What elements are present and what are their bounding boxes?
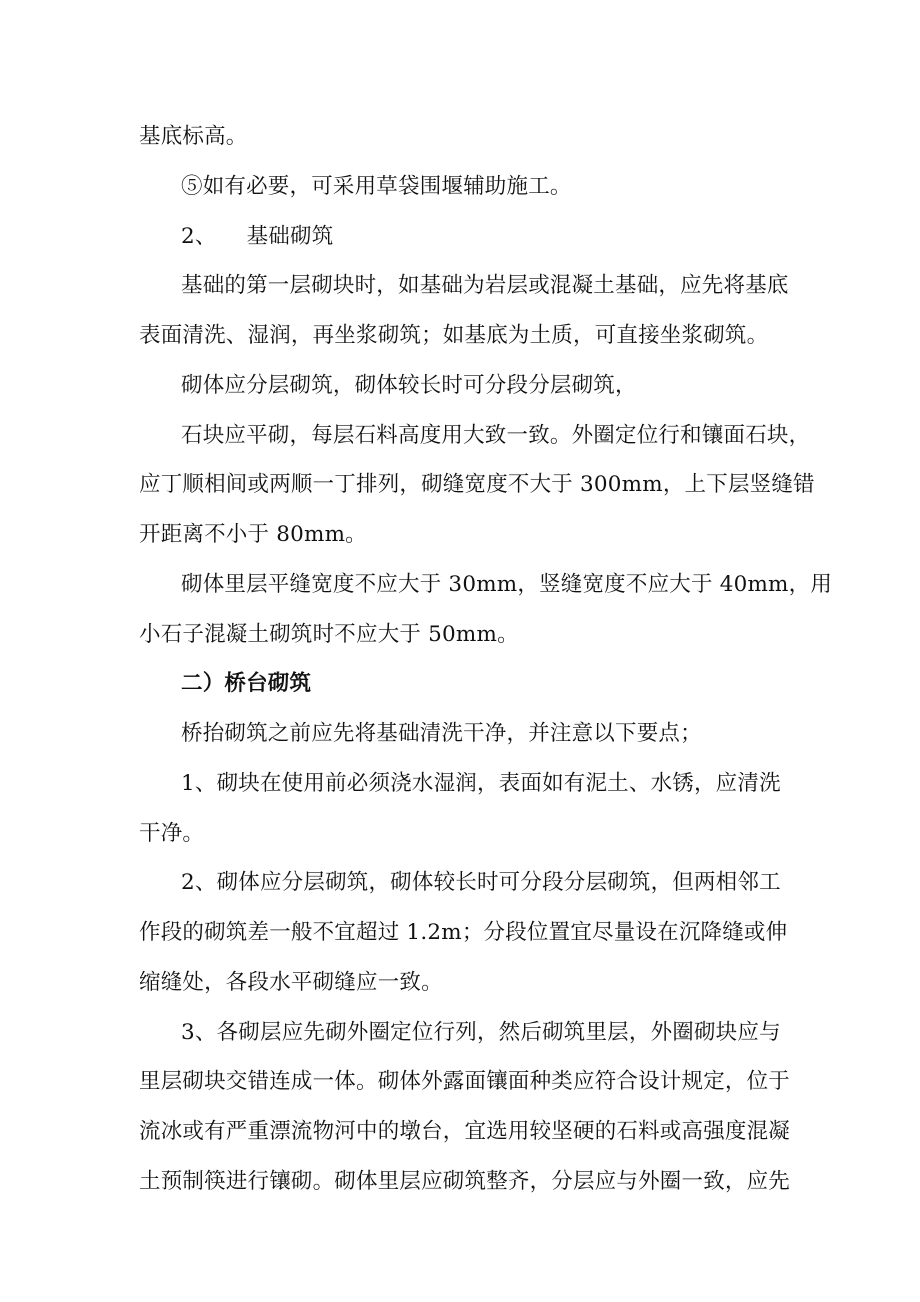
section-heading — [181, 224, 333, 250]
text-line: 石块应平砌，每层石料高度用大致一致。外圈定位行和镶面石块， — [181, 423, 811, 448]
text-line: 土预制筷进行镶砌。砌体里层应砌筑整齐，分层应与外圈一致，应先 — [139, 1169, 791, 1194]
text-line: 1、砌块在使用前必须浇水湿润，表面如有泥土、水锈，应清洗 — [181, 771, 781, 796]
text-line: 基底标高。 — [139, 124, 248, 149]
text-line: 开距离不小于 80mm。 — [139, 522, 367, 547]
text-line: 砌体里层平缝宽度不应大于 30mm，竖缝宽度不应大于 40mm，用 — [181, 572, 833, 597]
text-line: ⑤如有必要，可采用草袋围堰辅助施工。 — [181, 174, 572, 199]
text-line: 砌体应分层砌筑，砌体较长时可分段分层砌筑， — [181, 373, 637, 398]
text-line: 作段的砌筑差一般不宜超过 1.2m；分段位置宜尽量设在沉降缝或伸 — [139, 920, 788, 945]
text-line: 里层砌块交错连成一体。砌体外露面镶面种类应符合设计规定，位于 — [139, 1069, 791, 1094]
section-heading: 二）桥台砌筑 — [181, 671, 312, 696]
text-line: 缩缝处，各段水平砌缝应一致。 — [139, 970, 443, 995]
text-line: 桥抬砌筑之前应先将基础清洗干净，并注意以下要点； — [181, 721, 702, 746]
text-line: 小石子混凝土砌筑时不应大于 50mm。 — [139, 622, 519, 647]
text-line: 流冰或有严重漂流物河中的墩台，宜选用较坚硬的石料或高强度混凝 — [139, 1119, 791, 1144]
section-number: 2、 — [181, 224, 217, 249]
text-line: 2、砌体应分层砌筑，砌体较长时可分段分层砌筑，但两相邻工 — [181, 870, 781, 895]
section-title: 基础砌筑 — [246, 224, 334, 249]
text-line: 应丁顺相间或两顺一丁排列，砌缝宽度不大于 300mm，上下层竖缝错 — [139, 472, 815, 497]
text-line: 干净。 — [139, 821, 205, 846]
text-line: 表面清洗、湿润，再坐浆砌筑；如基底为土质，可直接坐浆砌筑。 — [139, 323, 769, 348]
text-line: 3、各砌层应先砌外圈定位行列，然后砌筑里层，外圈砌块应与 — [181, 1020, 781, 1045]
text-line: 基础的第一层砌块时，如基础为岩层或混凝土基础，应先将基底 — [181, 273, 789, 298]
